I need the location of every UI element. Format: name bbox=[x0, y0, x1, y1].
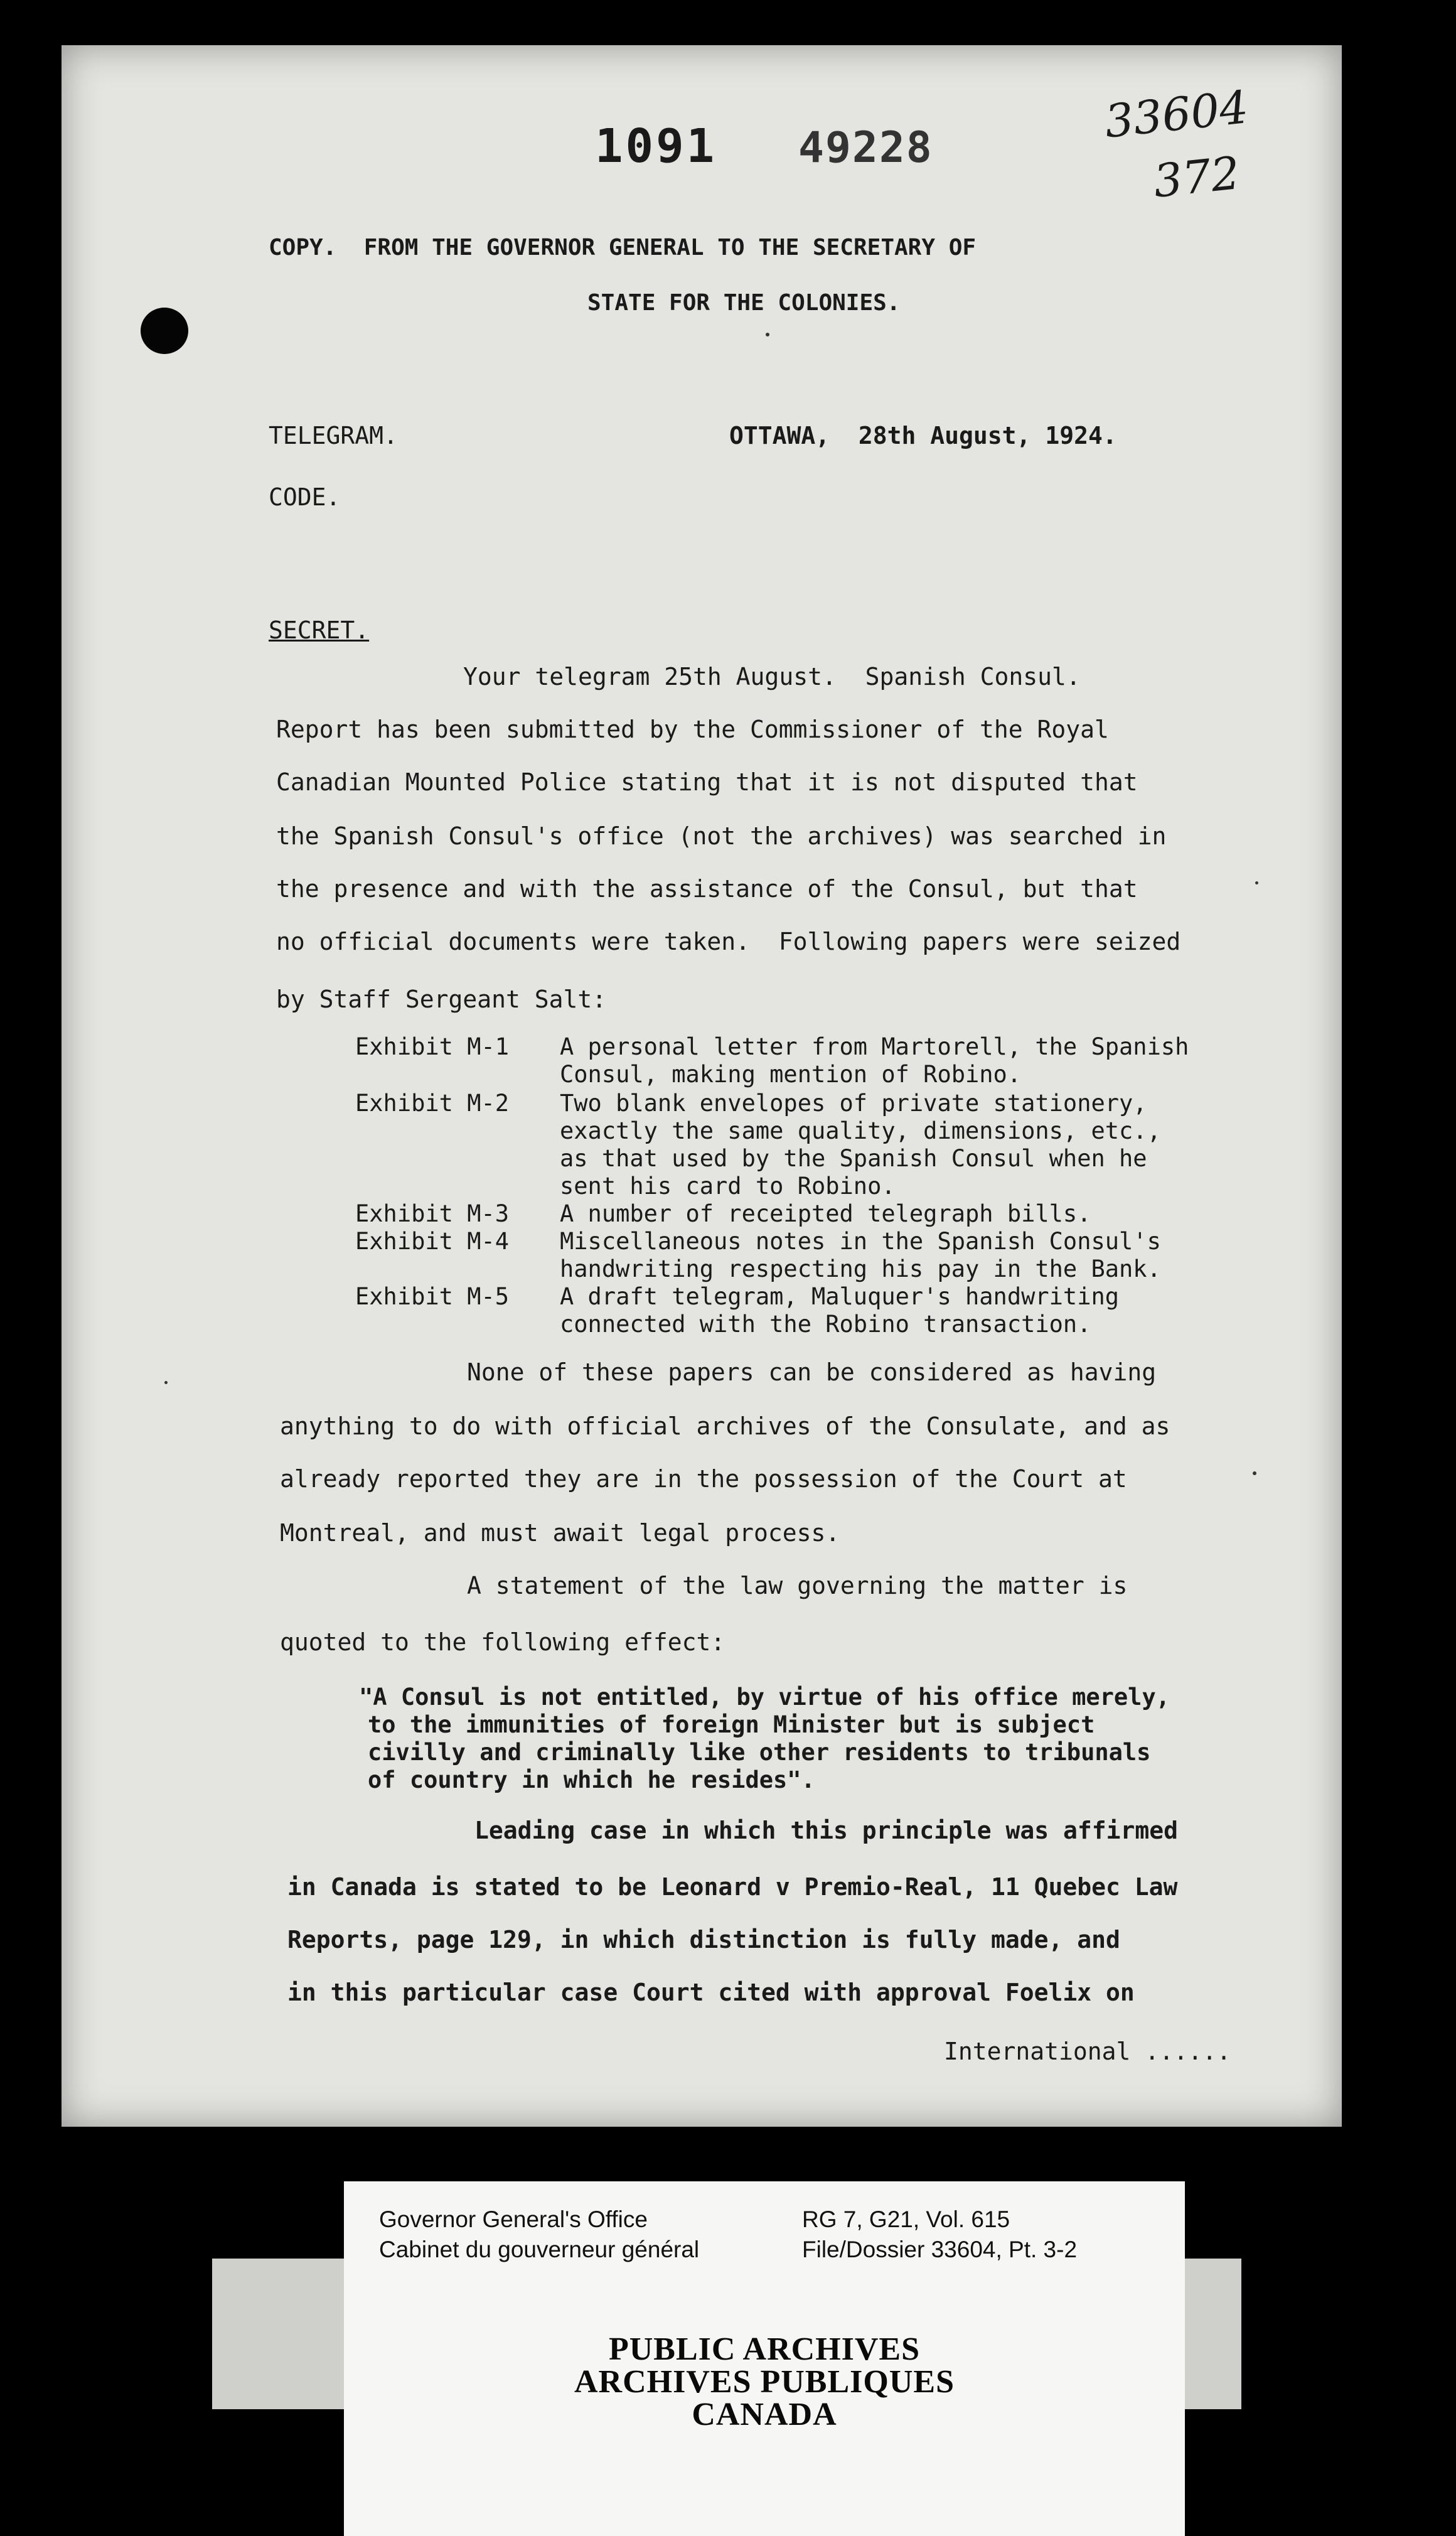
quote-line: "A Consul is not entitled, by virtue of his office merely, bbox=[359, 1684, 1170, 1711]
para1-line: Your telegram 25th August. Spanish Consul. bbox=[463, 663, 1081, 690]
paper-speck bbox=[766, 333, 769, 336]
exhibit-text: connected with the Robino transaction. bbox=[560, 1311, 1091, 1338]
para2-line: Montreal, and must await legal process. bbox=[280, 1519, 840, 1547]
exhibit-text: Consul, making mention of Robino. bbox=[560, 1061, 1022, 1088]
exhibit-label: Exhibit M-3 bbox=[355, 1200, 510, 1227]
public-archives-line-3: CANADA bbox=[692, 2397, 837, 2432]
para4-line: in Canada is stated to be Leonard v Premio-Real, 11 Quebec Law bbox=[287, 1873, 1178, 1901]
paper-speck bbox=[1253, 1471, 1256, 1475]
exhibit-label: Exhibit M-1 bbox=[355, 1033, 510, 1060]
place-and-date: OTTAWA, 28th August, 1924. bbox=[729, 422, 1117, 449]
para2-line: None of these papers can be considered as having bbox=[467, 1358, 1157, 1386]
exhibit-text: as that used by the Spanish Consul when he bbox=[560, 1145, 1147, 1172]
public-archives-line-2: ARCHIVES PUBLIQUES bbox=[574, 2364, 955, 2400]
quote-line: to the immunities of foreign Minister but is subject bbox=[368, 1711, 1095, 1738]
secret-label: SECRET. bbox=[269, 616, 370, 644]
title-line-1: COPY. FROM THE GOVERNOR GENERAL TO THE SECRETARY OF bbox=[269, 235, 977, 261]
para3-line: quoted to the following effect: bbox=[280, 1628, 725, 1656]
archive-label bbox=[344, 2181, 1185, 2536]
exhibit-text: exactly the same quality, dimensions, etc., bbox=[560, 1117, 1161, 1144]
exhibit-label: Exhibit M-4 bbox=[355, 1228, 510, 1255]
paper-speck bbox=[1255, 881, 1258, 884]
para1-line: Report has been submitted by the Commissioner of the Royal bbox=[276, 716, 1109, 743]
office-french: Cabinet du gouverneur général bbox=[379, 2237, 700, 2262]
exhibit-text: handwriting respecting his pay in the Bank. bbox=[560, 1255, 1161, 1282]
exhibit-label: Exhibit M-5 bbox=[355, 1283, 510, 1310]
para1-line: by Staff Sergeant Salt: bbox=[276, 986, 607, 1013]
handwritten-file-number: 33604 bbox=[1102, 80, 1251, 148]
file-dossier-ref: File/Dossier 33604, Pt. 3-2 bbox=[802, 2237, 1078, 2262]
exhibit-text: A draft telegram, Maluquer's handwriting bbox=[560, 1283, 1120, 1310]
exhibit-text: Miscellaneous notes in the Spanish Consul's bbox=[560, 1228, 1161, 1255]
exhibit-label: Exhibit M-2 bbox=[355, 1090, 510, 1117]
punch-hole bbox=[141, 308, 188, 354]
para4-line: Leading case in which this principle was affirmed bbox=[474, 1817, 1179, 1844]
record-group-ref: RG 7, G21, Vol. 615 bbox=[802, 2206, 1010, 2232]
code-label: CODE. bbox=[269, 483, 341, 511]
stamp-number-2: 49228 bbox=[798, 123, 933, 173]
exhibit-text: A number of receipted telegraph bills. bbox=[560, 1200, 1091, 1227]
quote-line: of country in which he resides". bbox=[368, 1766, 815, 1793]
exhibit-text: sent his card to Robino. bbox=[560, 1173, 896, 1200]
para4-line: in this particular case Court cited with approval Foelix on bbox=[287, 1979, 1135, 2006]
stamp-number: 1091 bbox=[595, 119, 717, 173]
exhibit-text: A personal letter from Martorell, the Spanish bbox=[560, 1033, 1189, 1060]
exhibit-text: Two blank envelopes of private stationery, bbox=[560, 1090, 1147, 1117]
binding-clip-left bbox=[212, 2259, 363, 2409]
handwritten-folio-number: 372 bbox=[1150, 146, 1243, 208]
telegram-label: TELEGRAM. bbox=[269, 422, 398, 449]
office-english: Governor General's Office bbox=[379, 2206, 648, 2232]
para1-line: the Spanish Consul's office (not the archives) was searched in bbox=[276, 822, 1167, 850]
title-line-2: STATE FOR THE COLONIES. bbox=[587, 290, 901, 316]
continuation-word: International ...... bbox=[944, 2038, 1231, 2065]
para1-line: Canadian Mounted Police stating that it is not disputed that bbox=[276, 768, 1138, 796]
para4-line: Reports, page 129, in which distinction is fully made, and bbox=[287, 1926, 1120, 1953]
quote-line: civilly and criminally like other residents to tribunals bbox=[368, 1739, 1151, 1766]
para2-line: already reported they are in the possession of the Court at bbox=[280, 1465, 1127, 1493]
para3-line: A statement of the law governing the matter is bbox=[467, 1572, 1128, 1599]
para1-line: no official documents were taken. Following papers were seized bbox=[276, 928, 1181, 955]
public-archives-line-1: PUBLIC ARCHIVES bbox=[608, 2331, 921, 2367]
para2-line: anything to do with official archives of the Consulate, and as bbox=[280, 1412, 1170, 1440]
paper-speck bbox=[164, 1381, 168, 1384]
para1-line: the presence and with the assistance of the Consul, but that bbox=[276, 875, 1138, 903]
